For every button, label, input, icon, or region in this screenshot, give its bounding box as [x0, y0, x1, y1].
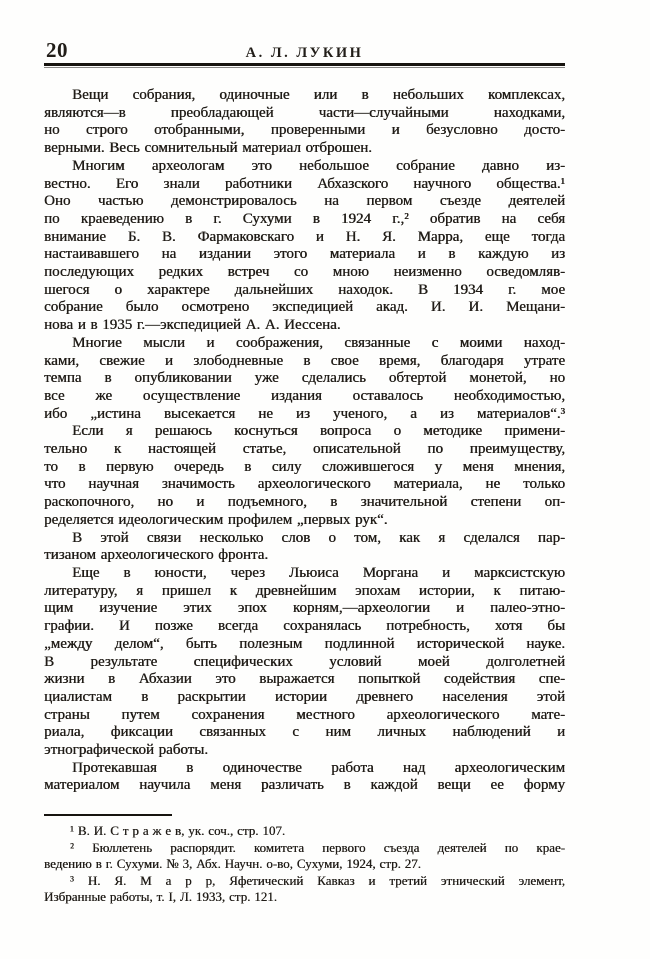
text-line: собрание было осмотрено экспедицией акад. И. И. Мещани-: [44, 299, 565, 316]
text-line: страны путем сохранения местного археологического мате-: [44, 706, 565, 723]
footnote: [44, 840, 565, 873]
text-line: являются—в преобладающей части—случайными находками,: [44, 104, 565, 121]
text-line: ределяется идеологическим профилем „первых рук“.: [44, 511, 388, 528]
text-line: но строго отобранными, проверенными и безусловно досто-: [44, 122, 565, 139]
footnote-separator-rule: [44, 814, 172, 816]
text-line: Еще в юности, через Льюиса Моргана и марксистскую: [72, 564, 565, 581]
paragraph: [44, 87, 565, 158]
page-number: 20: [46, 38, 68, 62]
text-line: Оно частью демонстрировалось на первом съезде деятелей: [44, 193, 565, 210]
text-line: циалистам в раскрытии истории древнего населения этой: [44, 688, 565, 705]
paragraph: [44, 565, 565, 760]
text-line: вестно. Его знали работники Абхазского научного общества.¹: [44, 175, 565, 192]
running-header-title: А. Л. ЛУКИН: [245, 45, 364, 61]
paragraph: [44, 530, 565, 565]
footnote: [44, 823, 565, 840]
body-text: [44, 87, 565, 795]
text-line: темпа в опубликовании уже сделались обтертой монетой, но: [44, 370, 565, 387]
paragraph: [44, 760, 565, 795]
paragraph: [44, 158, 565, 335]
text-line: нова и в 1935 г.—экспедицией А. А. Иессена.: [44, 317, 341, 334]
text-line: что научная значимость археологического материала, не только: [44, 476, 565, 493]
text-line: Вещи собрания, одиночные или в небольших комплексах,: [72, 87, 565, 103]
text-line: щим изучение этих эпох корням,—археологии и палео-этно-: [44, 600, 565, 617]
text-line: тизаном археологического фронта.: [44, 547, 269, 564]
text-line: литературу, я пришел к древнейшим эпохам истории, к питаю-: [44, 582, 565, 599]
text-line: материалом научила меня различать в каждой вещи ее форму: [44, 777, 565, 794]
text-line: „между делом“, быть полезным подлинной исторической науке.: [44, 635, 565, 652]
text-line: раскопочного, но и подъемного, в значительной степени оп-: [44, 494, 565, 511]
text-line: Многие мысли и соображения, связанные с моими наход-: [72, 334, 565, 351]
text-line: Избранные работы, т. I, Л. 1933, стр. 121.: [44, 889, 277, 904]
text-line: ³ Н. Я. М а р р, Яфетический Кавказ и третий этнический элемент,: [70, 872, 565, 888]
text-line: по краеведению в г. Сухуми в 1924 г.,² обратив на себя: [44, 210, 565, 227]
text-line: Многим археологам это небольшое собрание давно из-: [72, 157, 565, 174]
text-line: ками, свежие и злободневные в свое время, благодаря утрате: [44, 352, 565, 369]
paragraph: [44, 335, 565, 424]
text-line: Протекавшая в одиночестве работа над археологическим: [72, 759, 565, 776]
text-line: графии. И позже всегда сохранялась потребность, хотя бы: [44, 618, 565, 635]
text-line: ибо „истина высекается не из ученого, а из материалов“.³: [44, 405, 565, 422]
text-line: ведению в г. Сухуми. № 3, Абх. Научн. о-во, Сухуми, 1924, стр. 27.: [44, 856, 421, 871]
paragraph: [44, 423, 565, 529]
text-line: ¹ В. И. С т р а ж е в, ук. соч., стр. 107.: [70, 823, 286, 838]
text-line: тельно к настоящей статье, описательной по преимуществу,: [44, 441, 565, 458]
footnotes: [44, 823, 565, 906]
text-line: шегося о характере дальнейших находок. В 1934 г. мое: [44, 281, 565, 298]
text-line: Если я решаюсь коснуться вопроса о методике примени-: [72, 423, 565, 440]
text-line: внимание Б. В. Фармаковскаго и Н. Я. Марра, еще тогда: [44, 228, 565, 245]
text-line: верными. Весь сомнительный материал отброшен.: [44, 140, 372, 157]
text-line: этнографической работы.: [44, 742, 208, 759]
text-line: настаивавшего на издании этого материала и в каждую из: [44, 246, 565, 263]
header-rule: [44, 63, 565, 69]
text-line: ² Бюллетень распорядит. комитета первого съезда деятелей по крае-: [70, 839, 565, 855]
text-line: все же осуществление издания оставалось необходимостью,: [44, 387, 565, 404]
text-line: то в первую очередь в силу сложившегося у меня мнения,: [44, 458, 565, 475]
footnote: [44, 873, 565, 906]
text-line: жизни в Абхазии это выражается попыткой содействия спе-: [44, 671, 565, 688]
text-line: последующих редких встреч со мною неизменно осведомляв-: [44, 264, 565, 281]
text-line: В этой связи несколько слов о том, как я сделался пар-: [72, 529, 565, 546]
text-line: риала, фиксации связанных с ним личных наблюдений и: [44, 724, 565, 741]
text-line: В результате специфических условий моей долголетней: [44, 653, 565, 670]
